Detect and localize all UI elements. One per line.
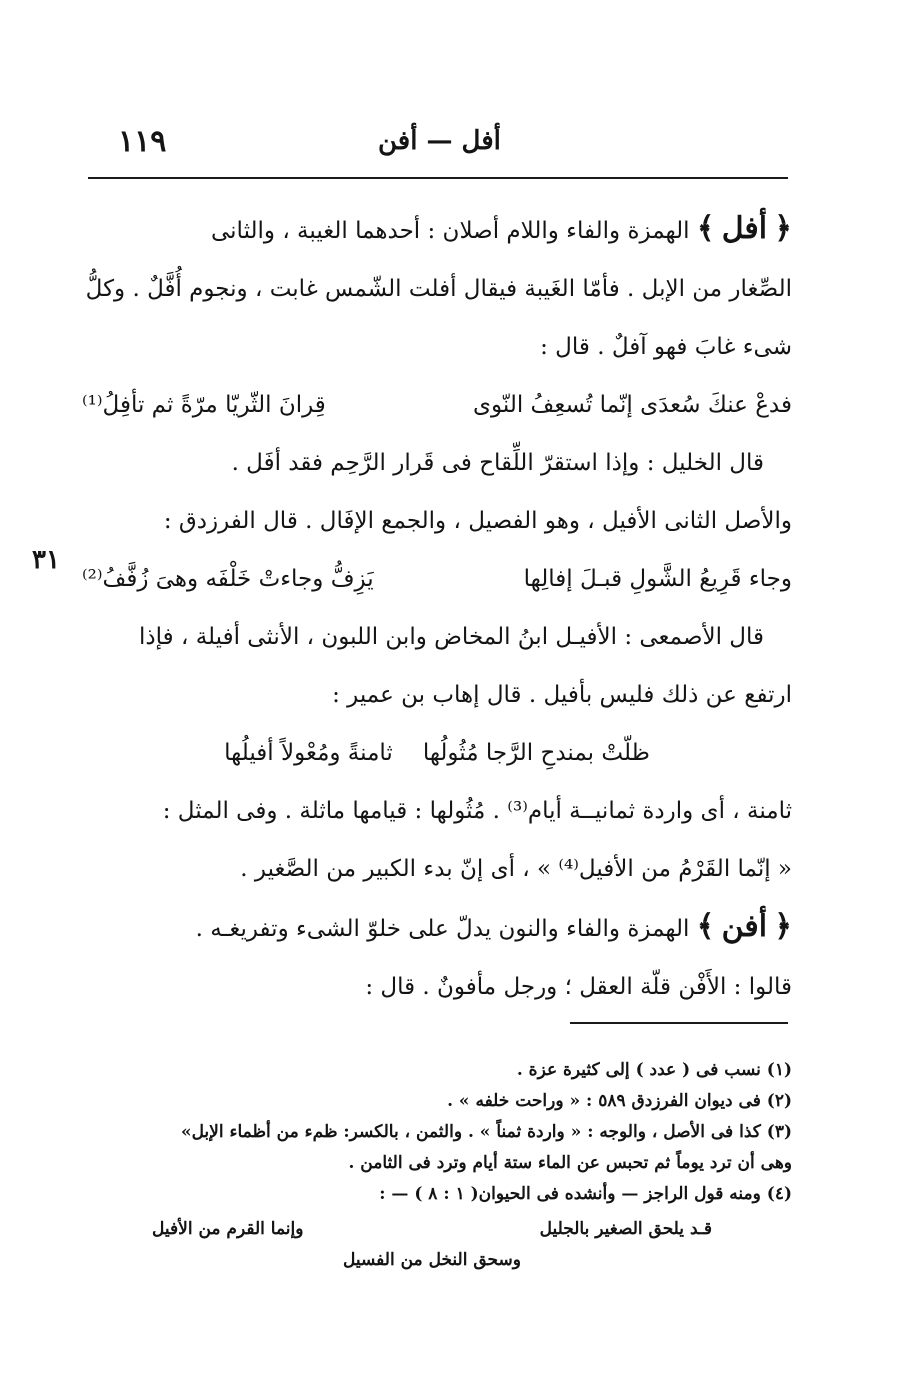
entry-afal-line-9: « إنّما القَرْمُ من الأفيل⁽⁴⁾ » ، أى إنّ بدء الكبير من الصَّغير . — [240, 856, 792, 882]
footnote-3-continued: وهى أن ترد يوماً ثم تحبس عن الماء ستة أيام وترد فى الثامن . — [348, 1153, 792, 1173]
entry-close-bracket: ﴾ — [696, 211, 715, 246]
entry-afan-line-2: قالوا : الأَفْن قلّة العقل ؛ ورجل مأفونٌ . قال : — [365, 974, 792, 1000]
verse-1 — [82, 376, 792, 434]
entry-open-bracket: ﴿ — [774, 211, 792, 246]
running-head: أفل — أفن — [378, 126, 501, 156]
footnote-verse-hemistich-a: قـد يلحق الصغير بالجليل — [539, 1219, 712, 1239]
verse-3-hemistich-a: ظلّتْ بمندحِ الرَّجا مُثُولُها — [422, 740, 650, 766]
header-rule — [88, 177, 788, 179]
page-header — [88, 120, 788, 170]
entry-afan-text-1: الهمزة والفاء والنون يدلّ على خلوّ الشىء وتفريغـه . — [195, 916, 690, 942]
footnote-rule — [570, 1022, 788, 1024]
entry-headword-afan: أفن — [721, 909, 768, 944]
entry-afal-line-1 — [82, 200, 792, 260]
footnote-1: (١) نسب فى ( عدد ) إلى كثيرة عزة . — [516, 1060, 792, 1080]
entry-afal-line-6: قال الأصمعى : الأفيـل ابنُ المخاض وابن اللبون ، الأنثى أفيلة ، فإذا — [139, 624, 764, 650]
footnote-verse-line-2: وسحق النخل من الفسيل — [343, 1250, 521, 1270]
entry-afal-line-2: الصِّغار من الإبل . فأمّا الغَيبة فيقال أفلت الشّمس غابت ، ونجوم أُفَّلٌ . وكلُّ — [85, 276, 792, 302]
verse-2 — [82, 550, 792, 608]
footnote-2: (٢) فى ديوان الفرزدق ٥٨٩ : « وراحت خلفه » . — [447, 1091, 792, 1111]
footnote-verse — [152, 1214, 712, 1245]
entry-afan-line-1 — [82, 898, 792, 958]
entry-afal-text-1: الهمزة والفاء واللام أصلان : أحدهما الغيبة ، والثانى — [210, 218, 690, 244]
verse-2-hemistich-b: يَزِفُّ وجاءتْ خَلْفَه وهىَ زُفَّفُ⁽²⁾ — [82, 566, 374, 592]
entry-close-bracket: ﴾ — [696, 909, 715, 944]
entry-afal-line-5: والأصل الثانى الأفيل ، وهو الفصيل ، والجمع الإفَال . قال الفرزدق : — [163, 508, 792, 534]
margin-number: ٣١ — [32, 545, 60, 575]
main-text — [82, 200, 792, 1016]
footnote-3: (٣) كذا فى الأصل ، والوجه : « واردة ثمناً » . والثمن ، بالكسر: ظمء من أظماء الإبل» — [180, 1122, 792, 1142]
entry-afal-line-7: ارتفع عن ذلك فليس بأفيل . قال إهاب بن عمير : — [332, 682, 792, 708]
entry-afal-line-4: قال الخليل : وإذا استقرّ اللِّقاح فى قَرار الرَّحِم فقد أفَل . — [231, 450, 764, 476]
page-number: ١١٩ — [118, 124, 167, 159]
verse-1-hemistich-b: قِرانَ الثّريّا مرّةً ثم تأفِلُ⁽¹⁾ — [82, 392, 326, 418]
entry-afal-line-3: شىء غابَ فهو آفلٌ . قال : — [540, 334, 792, 360]
entry-headword-afal: أفل — [721, 211, 768, 246]
verse-2-hemistich-a: وجاء قَرِيعُ الشَّولِ قبـلَ إفالِها — [523, 566, 792, 592]
entry-open-bracket: ﴿ — [774, 909, 792, 944]
footnote-verse-hemistich-b: وإنما القرم من الأفيل — [152, 1219, 304, 1239]
verse-3-hemistich-b: ثامنةً ومُعْولاً أفيلُها — [224, 740, 393, 766]
footnotes — [82, 1055, 792, 1276]
footnote-4: (٤) ومنه قول الراجز — وأنشده فى الحيوان( ١ : ٨ ) — : — [379, 1184, 792, 1204]
verse-1-hemistich-a: فدعْ عنكَ سُعدَى إنّما تُسعِفُ النّوى — [473, 392, 792, 418]
entry-afal-line-8: ثامنة ، أى واردة ثمانيــة أيام⁽³⁾ . مُثُولها : قيامها ماثلة . وفى المثل : — [162, 798, 792, 824]
verse-3 — [82, 724, 792, 782]
